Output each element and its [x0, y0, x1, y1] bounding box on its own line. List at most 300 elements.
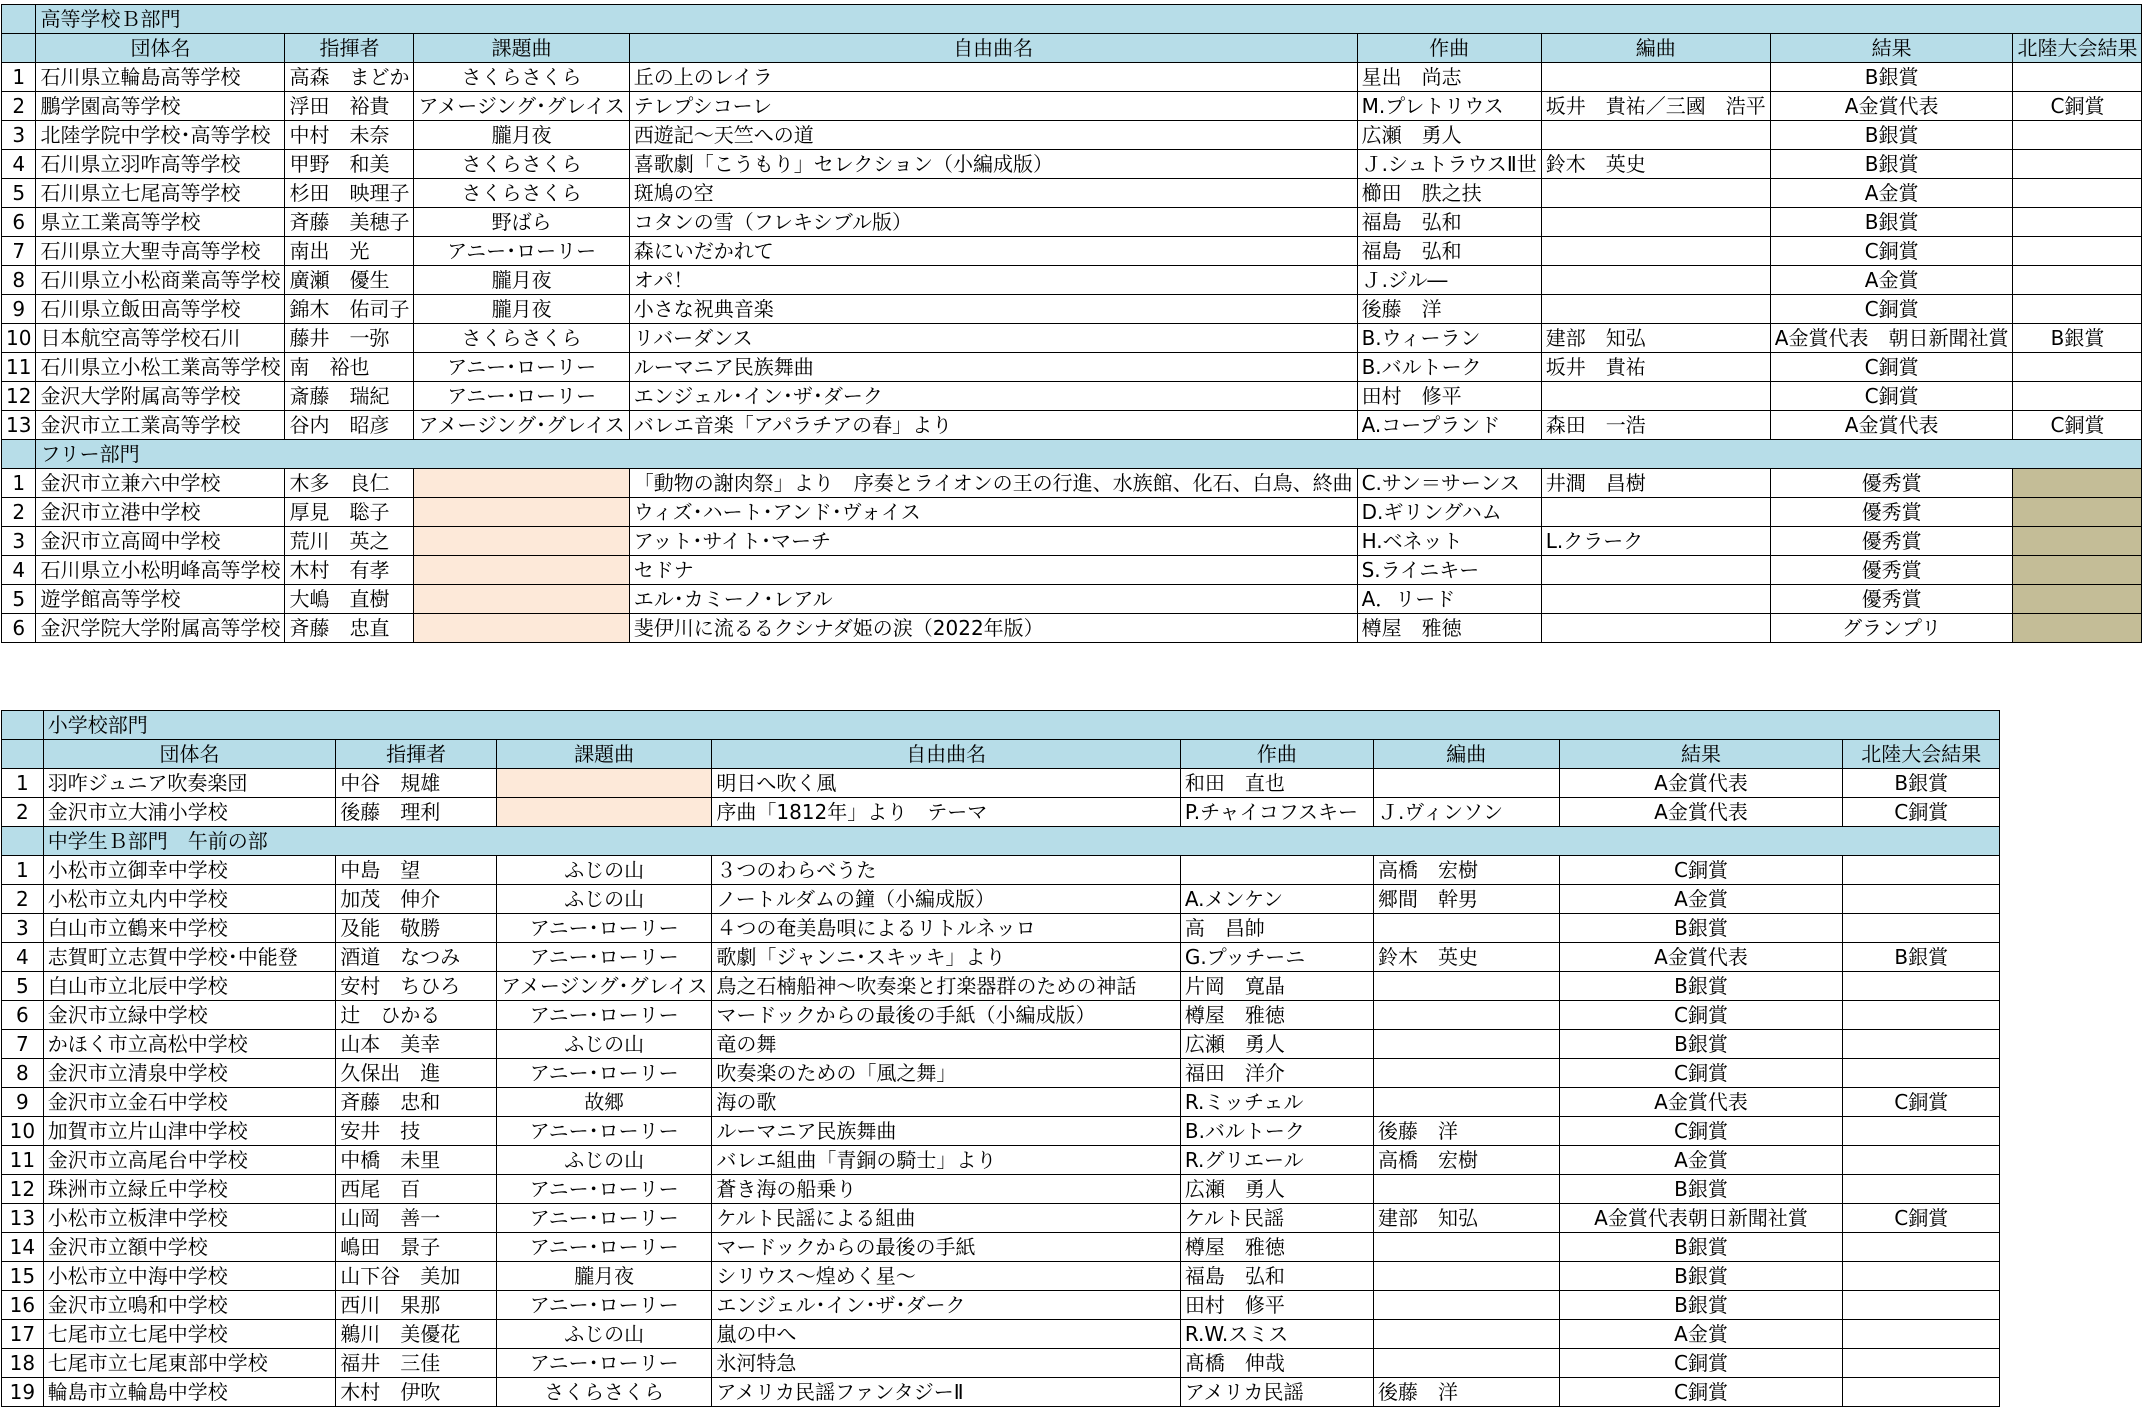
arranger [1541, 585, 1770, 614]
composer: ケルト民謡 [1180, 1204, 1373, 1233]
team-name: 石川県立羽咋高等学校 [36, 150, 285, 179]
result: A金賞代表 朝日新聞社賞 [1770, 324, 2013, 353]
table-row [2, 63, 2142, 92]
result: C銅賞 [1559, 1117, 1843, 1146]
row-number: 2 [2, 885, 44, 914]
arranger [1541, 208, 1770, 237]
composer: R.W.スミス [1180, 1320, 1373, 1349]
row-number: 1 [2, 469, 36, 498]
set-piece: 朧月夜 [497, 1262, 712, 1291]
team-name: 金沢市立高尾台中学校 [43, 1146, 335, 1175]
composer: A.コープランド [1357, 411, 1541, 440]
section-header-row [2, 440, 2142, 469]
hokuriku-result [1843, 914, 2000, 943]
hokuriku-result [1843, 1146, 2000, 1175]
set-piece: アニー･ローリー [414, 237, 629, 266]
set-piece [414, 556, 629, 585]
set-piece: 朧月夜 [414, 295, 629, 324]
conductor: 南 裕也 [285, 353, 414, 382]
arranger [1374, 914, 1560, 943]
set-piece: アニー･ローリー [497, 1349, 712, 1378]
composer: P.チャイコフスキー [1180, 798, 1373, 827]
arranger [1374, 1291, 1560, 1320]
arranger [1541, 498, 1770, 527]
table-row [2, 1349, 2000, 1378]
set-piece [414, 498, 629, 527]
row-number: 7 [2, 237, 36, 266]
set-piece [414, 469, 629, 498]
composer: 広瀬 勇人 [1180, 1175, 1373, 1204]
hokuriku-result [1843, 885, 2000, 914]
set-piece: ふじの山 [497, 1146, 712, 1175]
team-name: 輪島市立輪島中学校 [43, 1378, 335, 1407]
conductor: 中島 望 [336, 856, 497, 885]
column-header-no [2, 740, 44, 769]
hokuriku-result [2013, 353, 2142, 382]
free-piece: 丘の上のレイラ [629, 63, 1357, 92]
hokuriku-result [1843, 856, 2000, 885]
arranger [1541, 237, 1770, 266]
set-piece: アニー･ローリー [497, 1059, 712, 1088]
row-number: 7 [2, 1030, 44, 1059]
column-header-conductor: 指揮者 [285, 34, 414, 63]
table-row [2, 1233, 2000, 1262]
set-piece: ふじの山 [497, 856, 712, 885]
result: A金賞代表 [1559, 769, 1843, 798]
result: B銀賞 [1770, 121, 2013, 150]
conductor: 斎藤 瑞紀 [285, 382, 414, 411]
result: B銀賞 [1559, 972, 1843, 1001]
result: C銅賞 [1770, 353, 2013, 382]
result: 優秀賞 [1770, 527, 2013, 556]
table-row [2, 266, 2142, 295]
conductor: 加茂 伸介 [336, 885, 497, 914]
team-name: 日本航空高等学校石川 [36, 324, 285, 353]
free-piece: エンジェル･イン･ザ･ダーク [629, 382, 1357, 411]
table-row [2, 1117, 2000, 1146]
set-piece: アニー･ローリー [497, 1117, 712, 1146]
conductor: 中谷 規雄 [336, 769, 497, 798]
row-number: 9 [2, 295, 36, 324]
row-number: 13 [2, 411, 36, 440]
column-header-set-piece: 課題曲 [497, 740, 712, 769]
composer: 広瀬 勇人 [1180, 1030, 1373, 1059]
conductor: 辻 ひかる [336, 1001, 497, 1030]
composer: アメリカ民謡 [1180, 1378, 1373, 1407]
hokuriku-result [2013, 295, 2142, 324]
arranger: 鈴木 英史 [1541, 150, 1770, 179]
free-piece: コタンの雪（フレキシブル版） [629, 208, 1357, 237]
result: グランプリ [1770, 614, 2013, 643]
set-piece [497, 769, 712, 798]
table-row [2, 1291, 2000, 1320]
team-name: 石川県立小松工業高等学校 [36, 353, 285, 382]
set-piece: ふじの山 [497, 1320, 712, 1349]
hokuriku-result: C銅賞 [2013, 92, 2142, 121]
composer: 福島 弘和 [1357, 208, 1541, 237]
arranger [1374, 1262, 1560, 1291]
free-piece: バレエ音楽「アパラチアの春」より [629, 411, 1357, 440]
hokuriku-result: C銅賞 [1843, 1088, 2000, 1117]
set-piece: 野ばら [414, 208, 629, 237]
set-piece: アニー･ローリー [497, 1001, 712, 1030]
hokuriku-result [1843, 1291, 2000, 1320]
column-header-hokuriku-result: 北陸大会結果 [1843, 740, 2000, 769]
hokuriku-result: C銅賞 [2013, 411, 2142, 440]
column-header-row [2, 740, 2000, 769]
composer: 後藤 洋 [1357, 295, 1541, 324]
conductor: 浮田 裕貴 [285, 92, 414, 121]
column-header-team: 団体名 [43, 740, 335, 769]
hokuriku-result [1843, 1349, 2000, 1378]
hokuriku-result [2013, 556, 2142, 585]
row-number: 4 [2, 556, 36, 585]
hokuriku-result [2013, 121, 2142, 150]
hokuriku-result [1843, 1117, 2000, 1146]
free-piece: 吹奏楽のための「風之舞」 [712, 1059, 1181, 1088]
arranger: 坂井 貴祐／三國 浩平 [1541, 92, 1770, 121]
hokuriku-result: B銀賞 [1843, 769, 2000, 798]
free-piece: 斑鳩の空 [629, 179, 1357, 208]
table-row [2, 527, 2142, 556]
composer: C.サン＝サーンス [1357, 469, 1541, 498]
team-name: 金沢市立清泉中学校 [43, 1059, 335, 1088]
conductor: 木村 有孝 [285, 556, 414, 585]
arranger [1541, 295, 1770, 324]
hokuriku-result [2013, 208, 2142, 237]
table-row [2, 769, 2000, 798]
result: A金賞代表 [1559, 1088, 1843, 1117]
arranger: 後藤 洋 [1374, 1117, 1560, 1146]
arranger [1374, 1088, 1560, 1117]
composer: 片岡 寛晶 [1180, 972, 1373, 1001]
arranger: 坂井 貴祐 [1541, 353, 1770, 382]
section-title: 中学生Ｂ部門 午前の部 [43, 827, 1999, 856]
composer: S.ライニキー [1357, 556, 1541, 585]
result: C銅賞 [1770, 237, 2013, 266]
hokuriku-result [1843, 1233, 2000, 1262]
column-header-free-piece: 自由曲名 [712, 740, 1181, 769]
conductor: 酒道 なつみ [336, 943, 497, 972]
hokuriku-result [2013, 179, 2142, 208]
set-piece: さくらさくら [414, 150, 629, 179]
row-number: 15 [2, 1262, 44, 1291]
conductor: 谷内 昭彦 [285, 411, 414, 440]
section-title: 小学校部門 [43, 711, 1999, 740]
row-number: 2 [2, 798, 44, 827]
row-number: 6 [2, 614, 36, 643]
row-number: 9 [2, 1088, 44, 1117]
team-name: 金沢学院大学附属高等学校 [36, 614, 285, 643]
section-header-row [2, 711, 2000, 740]
set-piece: アメージング･グレイス [414, 411, 629, 440]
table-row [2, 1175, 2000, 1204]
result: C銅賞 [1559, 1001, 1843, 1030]
arranger [1541, 382, 1770, 411]
hokuriku-result [2013, 266, 2142, 295]
set-piece: さくらさくら [414, 63, 629, 92]
column-header-result: 結果 [1559, 740, 1843, 769]
section-spacer [2, 5, 36, 34]
composer: Ｊ.シュトラウスⅡ世 [1357, 150, 1541, 179]
section-spacer [2, 711, 44, 740]
set-piece: さくらさくら [497, 1378, 712, 1407]
row-number: 6 [2, 1001, 44, 1030]
set-piece: 朧月夜 [414, 266, 629, 295]
section-header-row [2, 827, 2000, 856]
conductor: 安井 技 [336, 1117, 497, 1146]
arranger: 高橋 宏樹 [1374, 1146, 1560, 1175]
free-piece: オパ！ [629, 266, 1357, 295]
table-row [2, 411, 2142, 440]
composer: B.ウィーラン [1357, 324, 1541, 353]
free-piece: 蒼き海の船乗り [712, 1175, 1181, 1204]
free-piece: リバーダンス [629, 324, 1357, 353]
row-number: 1 [2, 769, 44, 798]
team-name: 石川県立小松商業高等学校 [36, 266, 285, 295]
row-number: 6 [2, 208, 36, 237]
set-piece: アニー･ローリー [497, 1291, 712, 1320]
free-piece: ケルト民謡による組曲 [712, 1204, 1181, 1233]
conductor: 廣瀬 優生 [285, 266, 414, 295]
conductor: 山下谷 美加 [336, 1262, 497, 1291]
free-piece: ノートルダムの鐘（小編成版） [712, 885, 1181, 914]
free-piece: ウィズ･ハート･アンド･ヴォイス [629, 498, 1357, 527]
result: B銀賞 [1770, 63, 2013, 92]
conductor: 斉藤 忠和 [336, 1088, 497, 1117]
row-number: 11 [2, 1146, 44, 1175]
composer: H.ベネット [1357, 527, 1541, 556]
result: B銀賞 [1559, 1262, 1843, 1291]
set-piece [414, 585, 629, 614]
team-name: 金沢市立鳴和中学校 [43, 1291, 335, 1320]
arranger [1374, 1349, 1560, 1378]
set-piece: アニー･ローリー [497, 943, 712, 972]
arranger [1541, 556, 1770, 585]
hokuriku-result [2013, 585, 2142, 614]
composer: 星出 尚志 [1357, 63, 1541, 92]
free-piece: 森にいだかれて [629, 237, 1357, 266]
team-name: 白山市立鶴来中学校 [43, 914, 335, 943]
hokuriku-result [1843, 1030, 2000, 1059]
free-piece: 西遊記～天竺への道 [629, 121, 1357, 150]
arranger [1374, 769, 1560, 798]
table-row [2, 92, 2142, 121]
row-number: 5 [2, 179, 36, 208]
result: 優秀賞 [1770, 585, 2013, 614]
arranger [1374, 1175, 1560, 1204]
free-piece: バレエ組曲「青銅の騎士」より [712, 1146, 1181, 1175]
conductor: 西尾 百 [336, 1175, 497, 1204]
conductor: 中橋 未里 [336, 1146, 497, 1175]
set-piece: アニー･ローリー [497, 1233, 712, 1262]
team-name: 石川県立小松明峰高等学校 [36, 556, 285, 585]
arranger [1541, 266, 1770, 295]
result: C銅賞 [1559, 1378, 1843, 1407]
table-row [2, 208, 2142, 237]
arranger [1374, 1030, 1560, 1059]
row-number: 10 [2, 324, 36, 353]
row-number: 4 [2, 943, 44, 972]
team-name: 石川県立輪島高等学校 [36, 63, 285, 92]
table-row [2, 585, 2142, 614]
conductor: 西川 果那 [336, 1291, 497, 1320]
composer: B.バルトーク [1357, 353, 1541, 382]
composer: R.グリエール [1180, 1146, 1373, 1175]
set-piece: アニー･ローリー [497, 1175, 712, 1204]
table-row [2, 353, 2142, 382]
composer [1180, 856, 1373, 885]
table-row [2, 1320, 2000, 1349]
result: C銅賞 [1770, 382, 2013, 411]
arranger [1374, 1233, 1560, 1262]
set-piece: アニー･ローリー [414, 353, 629, 382]
team-name: 羽咋ジュニア吹奏楽団 [43, 769, 335, 798]
hokuriku-result [1843, 1320, 2000, 1349]
result: A金賞代表 [1559, 798, 1843, 827]
free-piece: マードックからの最後の手紙 [712, 1233, 1181, 1262]
table-row [2, 1262, 2000, 1291]
table-row [2, 798, 2000, 827]
free-piece: 氷河特急 [712, 1349, 1181, 1378]
result: 優秀賞 [1770, 556, 2013, 585]
hokuriku-result [2013, 382, 2142, 411]
team-name: 白山市立北辰中学校 [43, 972, 335, 1001]
composer: M.プレトリウス [1357, 92, 1541, 121]
conductor: 斉藤 美穂子 [285, 208, 414, 237]
result: C銅賞 [1559, 856, 1843, 885]
arranger: Ｊ.ヴィンソン [1374, 798, 1560, 827]
column-header-arranger: 編曲 [1541, 34, 1770, 63]
conductor: 福井 三佳 [336, 1349, 497, 1378]
row-number: 11 [2, 353, 36, 382]
composer: 髙橋 伸哉 [1180, 1349, 1373, 1378]
team-name: 鵬学園高等学校 [36, 92, 285, 121]
conductor: 及能 敬勝 [336, 914, 497, 943]
conductor: 杉田 映理子 [285, 179, 414, 208]
set-piece: 故郷 [497, 1088, 712, 1117]
free-piece: ルーマニア民族舞曲 [712, 1117, 1181, 1146]
composer: B.バルトーク [1180, 1117, 1373, 1146]
result: C銅賞 [1770, 295, 2013, 324]
hokuriku-result [1843, 1059, 2000, 1088]
table-row [2, 237, 2142, 266]
result: A金賞代表朝日新聞社賞 [1559, 1204, 1843, 1233]
free-piece: 明日へ吹く風 [712, 769, 1181, 798]
row-number: 5 [2, 585, 36, 614]
composer: 和田 直也 [1180, 769, 1373, 798]
table-row [2, 1146, 2000, 1175]
conductor: 嶋田 景子 [336, 1233, 497, 1262]
conductor: 中村 未奈 [285, 121, 414, 150]
hokuriku-result [2013, 237, 2142, 266]
team-name: 石川県立大聖寺高等学校 [36, 237, 285, 266]
free-piece: 歌劇「ジャンニ･スキッキ」より [712, 943, 1181, 972]
row-number: 5 [2, 972, 44, 1001]
table-row [2, 885, 2000, 914]
row-number: 14 [2, 1233, 44, 1262]
team-name: 七尾市立七尾東部中学校 [43, 1349, 335, 1378]
team-name: 金沢市立兼六中学校 [36, 469, 285, 498]
table-row [2, 1088, 2000, 1117]
arranger: 郷間 幹男 [1374, 885, 1560, 914]
result: B銀賞 [1559, 1291, 1843, 1320]
team-name: 金沢市立金石中学校 [43, 1088, 335, 1117]
result: B銀賞 [1559, 914, 1843, 943]
composer: R.ミッチェル [1180, 1088, 1373, 1117]
composer: 田村 修平 [1180, 1291, 1373, 1320]
conductor: 高森 まどか [285, 63, 414, 92]
table-row [2, 179, 2142, 208]
team-name: 金沢市立港中学校 [36, 498, 285, 527]
hokuriku-result [1843, 972, 2000, 1001]
table-row [2, 121, 2142, 150]
row-number: 17 [2, 1320, 44, 1349]
arranger [1374, 972, 1560, 1001]
result: B銀賞 [1559, 1030, 1843, 1059]
free-piece: マードックからの最後の手紙（小編成版） [712, 1001, 1181, 1030]
row-number: 3 [2, 121, 36, 150]
team-name: 小松市立御幸中学校 [43, 856, 335, 885]
team-name: 県立工業高等学校 [36, 208, 285, 237]
arranger [1541, 179, 1770, 208]
composer: Ｊ.ジル― [1357, 266, 1541, 295]
conductor: 木多 良仁 [285, 469, 414, 498]
column-header-team: 団体名 [36, 34, 285, 63]
composer: D.ギリングハム [1357, 498, 1541, 527]
row-number: 2 [2, 92, 36, 121]
hokuriku-result [1843, 1378, 2000, 1407]
team-name: かほく市立高松中学校 [43, 1030, 335, 1059]
row-number: 12 [2, 1175, 44, 1204]
free-piece: シリウス～煌めく星～ [712, 1262, 1181, 1291]
result: A金賞代表 [1770, 411, 2013, 440]
free-piece: アット･サイト･マーチ [629, 527, 1357, 556]
table-row [2, 1030, 2000, 1059]
result: A金賞 [1770, 179, 2013, 208]
conductor: 鵜川 美優花 [336, 1320, 497, 1349]
arranger [1374, 1059, 1560, 1088]
conductor: 藤井 一弥 [285, 324, 414, 353]
free-piece: 鳥之石楠船神～吹奏楽と打楽器群のための神話 [712, 972, 1181, 1001]
conductor: 荒川 英之 [285, 527, 414, 556]
set-piece: アニー･ローリー [414, 382, 629, 411]
row-number: 3 [2, 914, 44, 943]
team-name: 北陸学院中学校･高等学校 [36, 121, 285, 150]
section-title: 高等学校Ｂ部門 [36, 5, 2142, 34]
table-row [2, 856, 2000, 885]
hokuriku-result: C銅賞 [1843, 798, 2000, 827]
conductor: 久保出 進 [336, 1059, 497, 1088]
conductor: 後藤 理利 [336, 798, 497, 827]
result: A金賞 [1559, 885, 1843, 914]
free-piece: エル･カミーノ･レアル [629, 585, 1357, 614]
conductor: 安村 ちひろ [336, 972, 497, 1001]
column-header-row [2, 34, 2142, 63]
row-number: 2 [2, 498, 36, 527]
hokuriku-result [2013, 150, 2142, 179]
section-header-row [2, 5, 2142, 34]
hokuriku-result [2013, 63, 2142, 92]
row-number: 18 [2, 1349, 44, 1378]
row-number: 4 [2, 150, 36, 179]
composer: A.メンケン [1180, 885, 1373, 914]
set-piece: 朧月夜 [414, 121, 629, 150]
column-header-free-piece: 自由曲名 [629, 34, 1357, 63]
free-piece: アメリカ民謡ファンタジーⅡ [712, 1378, 1181, 1407]
conductor: 大嶋 直樹 [285, 585, 414, 614]
composer: 高 昌帥 [1180, 914, 1373, 943]
